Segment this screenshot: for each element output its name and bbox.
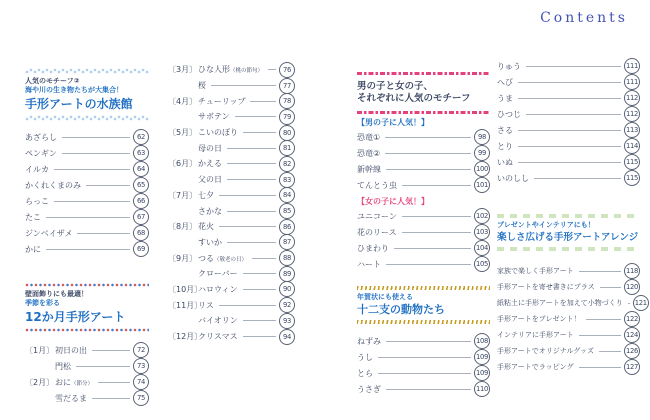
- leader-line: [252, 258, 276, 259]
- toc-item-label: ひつじ: [497, 109, 521, 119]
- aquarium-title: 手形アートの水族館: [25, 97, 133, 111]
- toc-month-label: 〔8月〕: [168, 222, 198, 232]
- leader-line: [534, 178, 621, 179]
- toc-row: [168, 93, 295, 109]
- page-number-badge: 114: [624, 138, 640, 154]
- toc-month-label: 〔12月〕: [168, 332, 203, 342]
- page-number-badge: 80: [279, 125, 295, 141]
- page-number-badge: 82: [279, 156, 295, 172]
- toc-row: [25, 145, 149, 161]
- toc-row: [357, 161, 490, 177]
- leader-line: [586, 319, 621, 320]
- toc-row: [357, 256, 490, 272]
- leader-line: [268, 69, 276, 70]
- toc-item-label: バイオリン: [198, 316, 238, 326]
- toc-row: [497, 327, 640, 343]
- page-number-badge: 127: [624, 359, 640, 375]
- leader-line: [235, 116, 276, 117]
- toc-row: [497, 263, 640, 279]
- toc-row: [25, 209, 149, 225]
- page-number-badge: 103: [474, 224, 490, 240]
- toc-item-note: （桃の節句）: [230, 68, 264, 75]
- toc-row: [357, 208, 490, 224]
- toc-row: [357, 224, 490, 240]
- toc-item-label: いぬ: [497, 157, 513, 167]
- toc-item-label: うし: [357, 352, 373, 362]
- toc-item-label: イルカ: [25, 164, 49, 174]
- toc-row: [357, 333, 490, 349]
- page-number-badge: 85: [279, 203, 295, 219]
- page-number-badge: 78: [279, 93, 295, 109]
- leader-line: [243, 289, 276, 290]
- toc-row: [25, 161, 149, 177]
- leader-line: [77, 233, 130, 234]
- toc-item-label: てんとう虫: [357, 180, 397, 190]
- toc-item-label: すいか: [198, 237, 222, 247]
- toc-row: [168, 62, 295, 78]
- leader-line: [98, 382, 130, 383]
- toc-row: [168, 297, 295, 313]
- page-number-badge: 92: [279, 297, 295, 313]
- page-number-badge: 68: [133, 225, 149, 241]
- toc-month-label: 〔10月〕: [168, 284, 203, 294]
- toc-item-label: 七夕: [198, 190, 214, 200]
- page-number-badge: 124: [624, 327, 640, 343]
- page-number-badge: 111: [624, 74, 640, 90]
- aquarium-kicker: 人気のモチーフ②: [25, 77, 80, 85]
- zodiac-kicker: 年賀状にも使える: [357, 293, 413, 301]
- toc-item-label: 母の日: [198, 143, 222, 153]
- toc-row: [25, 342, 149, 358]
- leader-line: [600, 287, 621, 288]
- toc-item-label: 新幹線: [357, 164, 381, 174]
- gold-zigzag-border: [357, 286, 490, 290]
- page-number-badge: 120: [624, 279, 640, 295]
- leader-line: [76, 366, 130, 367]
- leader-line: [394, 248, 471, 249]
- toc-item-label: ハート: [357, 259, 381, 269]
- leader-line: [579, 335, 621, 336]
- green-dash-border: [497, 247, 640, 251]
- leader-line: [599, 351, 621, 352]
- leader-line: [579, 271, 621, 272]
- aquarium-subtitle: 海や川の生き物たちが大集合！: [25, 86, 123, 94]
- toc-item-label: かえる: [198, 159, 222, 169]
- leader-line: [526, 66, 621, 67]
- toc-item-label: 手形アートでオリジナルグッズ: [497, 347, 594, 355]
- toc-item-note: （敬老の日）: [214, 256, 248, 263]
- leader-line: [86, 185, 130, 186]
- toc-row: [168, 313, 295, 329]
- boys-heading: 【男の子に人気！】: [357, 118, 429, 127]
- toc-item-label: あざらし: [25, 132, 57, 142]
- wavy-border: [25, 115, 149, 121]
- toc-item-label: 門松: [55, 361, 71, 371]
- toc-item-label: さかな: [198, 206, 222, 216]
- toc-item-label: たこ: [25, 212, 41, 222]
- toc-month-label: 〔3月〕: [168, 65, 198, 75]
- page-number-badge: 81: [279, 140, 295, 156]
- toc-row: [168, 125, 295, 141]
- page-number-badge: 76: [279, 62, 295, 78]
- page-number-badge: 109: [474, 349, 490, 365]
- toc-item-label: ひまわり: [357, 243, 389, 253]
- toc-row: [25, 177, 149, 193]
- leader-line: [62, 153, 130, 154]
- page-number-badge: 99: [474, 145, 490, 161]
- page-number-badge: 74: [133, 374, 149, 390]
- toc-item-label: インテリアに手形アート: [497, 331, 574, 339]
- toc-row: [497, 90, 640, 106]
- toc-row: [497, 295, 647, 311]
- green-dash-border: [497, 214, 640, 218]
- boys-list: [357, 129, 490, 193]
- leader-line: [518, 162, 621, 163]
- page-number-badge: 111: [624, 58, 640, 74]
- page-number-badge: 89: [279, 266, 295, 282]
- page-title: Contents: [540, 10, 628, 26]
- leader-line: [92, 350, 130, 351]
- leader-line: [243, 273, 276, 274]
- leader-line: [518, 98, 621, 99]
- toc-item-label: らっこ: [25, 196, 49, 206]
- leader-line: [243, 132, 276, 133]
- gold-zigzag-border: [357, 320, 490, 324]
- page-number-badge: 88: [279, 250, 295, 266]
- twelve-months-list-part2: [168, 62, 295, 344]
- leader-line: [46, 249, 130, 250]
- leader-line: [250, 101, 276, 102]
- toc-row: [168, 250, 295, 266]
- toc-item-label: りゅう: [497, 61, 521, 71]
- leader-line: [385, 137, 471, 138]
- toc-item-label: クローバー: [198, 269, 238, 279]
- page-number-badge: 63: [133, 145, 149, 161]
- leader-line: [378, 373, 471, 374]
- toc-month-label: 〔5月〕: [168, 128, 198, 138]
- leader-line: [54, 169, 130, 170]
- leader-line: [402, 232, 471, 233]
- toc-month-label: 〔11月〕: [168, 300, 203, 310]
- page-number-badge: 79: [279, 109, 295, 125]
- toc-item-note: （節分）: [71, 380, 94, 387]
- page-number-badge: 118: [624, 263, 640, 279]
- toc-item-label: ジンベイザメ: [25, 228, 73, 238]
- toc-item-label: 紙粘土に手形アートを加えて小物づくり: [497, 299, 623, 307]
- toc-item-label: つる（敬老の日）: [198, 253, 248, 263]
- toc-item-label: 父の日: [198, 175, 222, 185]
- toc-item-label: 手形アートを寄せ書きにプラス: [497, 283, 595, 291]
- leader-line: [243, 336, 276, 337]
- toc-row: [497, 359, 640, 375]
- page-number-badge: 94: [279, 329, 295, 345]
- toc-row: [357, 349, 490, 365]
- dotted-border: [25, 328, 149, 332]
- page-number-badge: 126: [624, 343, 640, 359]
- toc-row: [497, 170, 640, 186]
- page-number-badge: 112: [624, 90, 640, 106]
- toc-item-label: ペンギン: [25, 148, 57, 158]
- toc-row: [357, 145, 490, 161]
- wavy-border: [25, 68, 149, 74]
- arrange-title: 楽しさ広げる手形アートアレンジ: [497, 232, 639, 243]
- boys-girls-title: [357, 81, 490, 105]
- toc-row: [357, 365, 490, 381]
- zodiac-list-part2: [497, 58, 640, 186]
- toc-row: [25, 241, 149, 257]
- toc-row: [168, 78, 295, 94]
- page-number-badge: 122: [624, 311, 640, 327]
- twelve-months-title: 12か月手形アート: [25, 310, 126, 324]
- toc-item-label: 桜: [198, 81, 206, 91]
- toc-row: [357, 129, 490, 145]
- leader-line: [62, 137, 130, 138]
- toc-row: [497, 122, 640, 138]
- page-number-badge: 62: [133, 129, 149, 145]
- leader-line: [402, 185, 471, 186]
- toc-item-label: かくれくまのみ: [25, 180, 81, 190]
- toc-row: [25, 390, 149, 406]
- toc-item-label: うま: [497, 93, 513, 103]
- toc-item-label: 初日の出: [55, 345, 87, 355]
- page-number-badge: 109: [474, 365, 490, 381]
- page-number-badge: 67: [133, 209, 149, 225]
- leader-line: [243, 320, 276, 321]
- page-number-badge: 115: [624, 154, 640, 170]
- toc-column-3: [357, 72, 490, 397]
- toc-row: [168, 282, 295, 298]
- toc-row: [25, 225, 149, 241]
- zodiac-title: 十二支の動物たち: [357, 303, 445, 316]
- toc-item-label: おに（節分）: [55, 377, 94, 387]
- leader-line: [386, 389, 471, 390]
- twelve-months-list-part1: [25, 342, 149, 406]
- toc-row: [25, 358, 149, 374]
- toc-item-label: とり: [497, 141, 513, 151]
- toc-row: [357, 240, 490, 256]
- arrange-kicker: プレゼントやインテリアにも！: [497, 221, 595, 229]
- page-number-badge: 102: [474, 208, 490, 224]
- girls-heading: 【女の子に人気！】: [357, 197, 429, 206]
- page-number-badge: 112: [624, 106, 640, 122]
- twelve-months-kicker: 壁面飾りにも最適！: [25, 290, 88, 298]
- leader-line: [227, 163, 276, 164]
- page-number-badge: 83: [279, 172, 295, 188]
- page-number-badge: 73: [133, 358, 149, 374]
- toc-row: [25, 374, 149, 390]
- twelve-months-subtitle: 季節を彩る: [25, 299, 60, 307]
- page-number-badge: 104: [474, 240, 490, 256]
- toc-row: [497, 279, 640, 295]
- leader-line: [219, 226, 276, 227]
- toc-item-label: ユニコーン: [357, 211, 397, 221]
- pink-beaded-border: [357, 111, 490, 114]
- toc-item-label: 手形アートでラッピング: [497, 363, 574, 371]
- toc-row: [168, 266, 295, 282]
- toc-row: [168, 219, 295, 235]
- toc-month-label: 〔1月〕: [25, 345, 55, 355]
- toc-row: [168, 203, 295, 219]
- page-number-badge: 110: [474, 381, 490, 397]
- page-number-badge: 115: [624, 170, 640, 186]
- toc-column-2: [168, 62, 295, 344]
- toc-row: [25, 193, 149, 209]
- pink-beaded-border: [357, 72, 490, 75]
- toc-item-label: 手形アートをプレゼント！: [497, 315, 581, 323]
- page-number-badge: 84: [279, 187, 295, 203]
- leader-line: [518, 130, 621, 131]
- arrange-list: [497, 263, 647, 375]
- page-number-badge: 87: [279, 234, 295, 250]
- toc-item-label: サボテン: [198, 112, 230, 122]
- toc-row: [168, 140, 295, 156]
- page-number-badge: 69: [133, 241, 149, 257]
- toc-row: [168, 109, 295, 125]
- toc-row: [497, 106, 640, 122]
- leader-line: [227, 148, 276, 149]
- toc-month-label: 〔9月〕: [168, 253, 198, 263]
- toc-item-label: こいのぼり: [198, 128, 238, 138]
- leader-line: [386, 341, 471, 342]
- toc-item-label: 家族で楽しく手形アート: [497, 267, 574, 275]
- toc-month-label: 〔2月〕: [25, 377, 55, 387]
- toc-item-label: チューリップ: [198, 96, 246, 106]
- leader-line: [579, 367, 621, 368]
- page-number-badge: 113: [624, 122, 640, 138]
- page-number-badge: 65: [133, 177, 149, 193]
- leader-line: [46, 217, 130, 218]
- toc-column-4: [497, 58, 647, 375]
- toc-row: [497, 138, 640, 154]
- leader-line: [227, 211, 276, 212]
- page-number-badge: 90: [279, 281, 295, 297]
- toc-row: [357, 381, 490, 397]
- page-number-badge: 98: [474, 129, 490, 145]
- toc-row: [168, 172, 295, 188]
- toc-row: [168, 156, 295, 172]
- leader-line: [378, 357, 471, 358]
- dotted-border: [25, 283, 149, 287]
- toc-column-1: [25, 68, 149, 406]
- leader-line: [386, 169, 471, 170]
- toc-item-label: 花のリース: [357, 227, 397, 237]
- leader-line: [92, 398, 130, 399]
- leader-line: [227, 179, 276, 180]
- leader-line: [402, 216, 471, 217]
- leader-line: [219, 195, 276, 196]
- toc-row: [168, 235, 295, 251]
- page-number-badge: 93: [279, 313, 295, 329]
- page-number-badge: 101: [474, 177, 490, 193]
- page-number-badge: 105: [474, 256, 490, 272]
- toc-row: [497, 58, 640, 74]
- aquarium-list: [25, 129, 149, 257]
- page-number-badge: 66: [133, 193, 149, 209]
- page-number-badge: 100: [474, 161, 490, 177]
- leader-line: [518, 146, 621, 147]
- girls-list: [357, 208, 490, 272]
- page-number-badge: 77: [279, 78, 295, 94]
- page-number-badge: 64: [133, 161, 149, 177]
- toc-item-label: 恐竜②: [357, 148, 381, 158]
- toc-month-label: 〔6月〕: [168, 159, 198, 169]
- leader-line: [385, 153, 471, 154]
- zodiac-list-part1: [357, 333, 490, 397]
- toc-row: [168, 188, 295, 204]
- toc-item-label: 恐竜①: [357, 132, 381, 142]
- toc-month-label: 〔7月〕: [168, 190, 198, 200]
- toc-item-label: 花火: [198, 222, 214, 232]
- leader-line: [227, 242, 276, 243]
- toc-item-label: いのしし: [497, 173, 529, 183]
- toc-row: [497, 74, 640, 90]
- page-number-badge: 121: [633, 295, 649, 311]
- leader-line: [219, 305, 276, 306]
- leader-line: [518, 82, 621, 83]
- leader-line: [386, 264, 471, 265]
- page-number-badge: 86: [279, 219, 295, 235]
- toc-item-label: リス: [198, 300, 214, 310]
- toc-month-label: 〔4月〕: [168, 96, 198, 106]
- boys-girls-title-line1: 男の子と女の子、: [357, 81, 434, 92]
- boys-girls-title-line2: それぞれに人気のモチーフ: [357, 93, 471, 104]
- toc-item-label: へび: [497, 77, 513, 87]
- toc-row: [497, 154, 640, 170]
- toc-item-label: ねずみ: [357, 336, 381, 346]
- page-number-badge: 72: [133, 342, 149, 358]
- toc-row: [497, 311, 640, 327]
- toc-item-label: かに: [25, 244, 41, 254]
- toc-row: [168, 329, 295, 345]
- toc-row: [357, 177, 490, 193]
- leader-line: [211, 85, 276, 86]
- leader-line: [526, 114, 621, 115]
- leader-line: [628, 303, 630, 304]
- toc-item-label: クリスマス: [198, 332, 238, 342]
- toc-item-label: ハロウィン: [198, 284, 238, 294]
- toc-item-label: うさぎ: [357, 384, 381, 394]
- toc-item-label: とら: [357, 368, 373, 378]
- toc-row: [497, 343, 640, 359]
- toc-item-label: さる: [497, 125, 513, 135]
- toc-item-label: ひな人形（桃の節句）: [198, 65, 264, 75]
- page-number-badge: 108: [474, 333, 490, 349]
- page-number-badge: 75: [133, 390, 149, 406]
- toc-row: [25, 129, 149, 145]
- toc-item-label: 雪だるま: [55, 393, 87, 403]
- leader-line: [54, 201, 130, 202]
